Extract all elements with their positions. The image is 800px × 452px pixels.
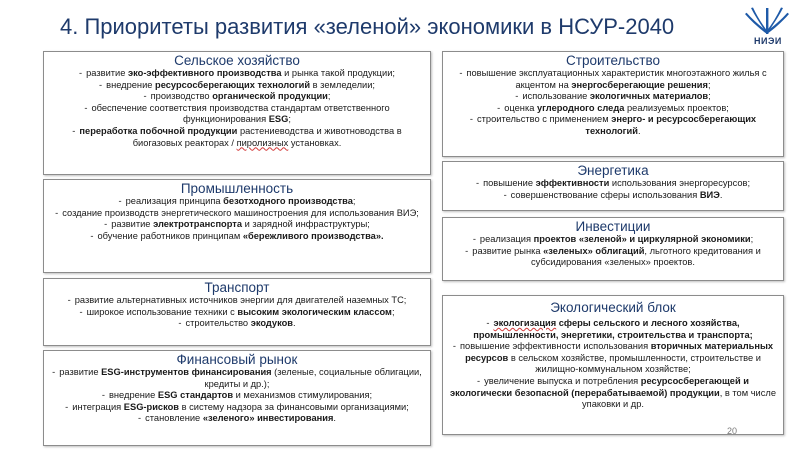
bullet-text-run: внедрение [106, 79, 156, 90]
bullet-item [447, 318, 779, 341]
bullet-item [48, 196, 426, 208]
bullet-text-run: оценка [504, 102, 537, 113]
bullet-text-run: ; [708, 91, 711, 102]
bullet-item [447, 341, 779, 376]
bullet-text-run: углеродного следа [536, 102, 625, 113]
bullet-text-run: «зеленых» облигаций [543, 245, 645, 256]
bullet-text-run: экологичных материалов [589, 91, 709, 102]
bullet-text-run: ; [352, 196, 356, 206]
bullet-text-run: растениеводства и животноводства в биогазовых реакторах / [132, 125, 402, 148]
bullet-dash: - [477, 375, 481, 386]
bullet-item [447, 68, 779, 91]
bullet-item [48, 367, 426, 390]
bullet-text-run: в сельском хозяйстве, промышленности, строительстве и жилищно-коммунальном хозяйстве; [508, 352, 761, 375]
bullet-text-run: внедрение [108, 390, 158, 401]
bullet-list [447, 68, 779, 138]
bullet-dash: - [472, 234, 476, 244]
bullet-text-run: и механизмов стимулирования; [233, 390, 373, 401]
section-construction [442, 51, 784, 157]
bullet-text-run: , в том числе упаковки и др. [582, 387, 776, 410]
bullet-dash: - [465, 245, 469, 256]
bullet-list [48, 196, 426, 242]
bullet-text-run: повышение эффективности использования [460, 341, 651, 352]
bullet-item [48, 307, 426, 319]
bullet-text-run: «бережливого производства». [242, 230, 384, 241]
bullet-dash: - [67, 295, 71, 305]
bullet-text-run: ESG-рисков [123, 401, 180, 412]
bullet-dash: - [101, 390, 105, 401]
bullet-list [447, 234, 779, 269]
bullet-text-run: производство [150, 91, 213, 102]
bullet-text-run: интеграция [72, 401, 124, 412]
bullet-item [447, 178, 779, 190]
bullet-item [48, 219, 426, 231]
bullet-text-run: ESG [268, 114, 289, 125]
section-heading: Энергетика [577, 163, 649, 178]
bullet-text-run: в систему надзора за финансовыми организациями; [179, 401, 409, 412]
bullet-text-run: строительство [185, 318, 251, 329]
bullet-item [48, 103, 426, 126]
bullet-dash: - [459, 68, 463, 78]
bullet-text-run: развитие [86, 68, 128, 78]
section-investment [442, 217, 784, 281]
section-finance [43, 350, 431, 446]
bullet-item [48, 80, 426, 92]
bullet-text-run: . [293, 318, 296, 329]
bullet-text-run: . [333, 413, 336, 424]
bullet-text-run: ресурсосберегающей и экологически безопасной (перерабатываемой) продукции [450, 375, 749, 398]
bullet-item [447, 190, 779, 202]
section-heading: Экологический блок [550, 300, 676, 315]
bullet-text-run: увеличение выпуска и потребления [484, 375, 641, 386]
bullet-dash: - [469, 114, 474, 125]
bullet-text-run: пиролизных [236, 137, 289, 148]
logo-caption: НИЭИ [754, 36, 782, 46]
bullet-dash: - [52, 367, 56, 377]
bullet-text-run: обеспечение соответствия производства стандартам ответственного функционирования [91, 102, 390, 125]
bullet-text-run: безотходного производства [223, 196, 353, 206]
bullet-text-run: (зеленые, социальные облигации, кредиты и др.); [204, 367, 422, 389]
bullet-text-run: реализация [479, 234, 534, 244]
bullet-text-run: ; [327, 91, 331, 102]
bullet-dash: - [503, 189, 507, 200]
bullet-text-run: использование [522, 91, 590, 102]
bullet-text-run: в земледелии; [310, 79, 375, 90]
bullet-item [447, 91, 779, 103]
bullet-text-run: и зарядной инфраструктуры; [242, 219, 370, 230]
bullet-dash: - [143, 91, 147, 102]
section-energy [442, 161, 784, 211]
bullet-text-run: ; [288, 114, 291, 125]
bullet-dash: - [452, 341, 457, 352]
bullet-text-run: экологизация [493, 318, 557, 328]
bullet-list [48, 68, 426, 149]
section-industry [43, 179, 431, 273]
bullet-list [447, 318, 779, 411]
bullet-dash: - [118, 196, 122, 206]
bullet-text-run: становление [145, 413, 203, 424]
bullet-item [48, 91, 426, 103]
bullet-text-run: экодуков [250, 318, 294, 329]
bullet-text-run: ESG стандартов [157, 390, 234, 401]
bullet-text-run: повышение [483, 178, 536, 188]
bullet-text-run: широкое использование техники с [86, 306, 238, 317]
bullet-text-run: высоким экологическим классом [237, 306, 392, 317]
bullet-item [48, 390, 426, 402]
bullet-item [48, 68, 426, 80]
bullet-dash: - [515, 91, 519, 102]
bullet-item [447, 246, 779, 269]
section-heading: Строительство [566, 53, 660, 68]
bullet-text-run: ESG-инструментов финансирования [101, 367, 272, 377]
section-agriculture [43, 51, 431, 175]
bullet-text-run: ресурсосберегающих технологий [155, 79, 311, 90]
bullet-text-run: энергосберегающие решения [571, 79, 708, 90]
bullet-text-run: повышение эксплуатационных характеристик многоэтажного жилья с акцентом на [466, 68, 767, 90]
section-heading: Транспорт [204, 280, 270, 295]
bullet-text-run: развитие альтернативных источников энергии для двигателей наземных ТС; [74, 295, 407, 305]
bullet-dash: - [497, 102, 501, 113]
bullet-text-run: развитие рынка [472, 245, 544, 256]
bullet-item [48, 208, 426, 220]
bullet-dash: - [486, 318, 490, 328]
bullet-text-run: совершенствование сферы использования [510, 189, 700, 200]
bullet-item [447, 234, 779, 246]
bullet-text-run: строительство с применением [477, 114, 612, 125]
bullet-text-run: проектов «зеленой» и циркулярной экономики [533, 234, 751, 244]
bullet-text-run: эффективности [535, 178, 610, 188]
section-heading: Сельское хозяйство [174, 53, 300, 68]
section-transport [43, 278, 431, 346]
bullet-text-run: развитие [59, 367, 102, 377]
bullet-text-run: ; [707, 79, 711, 90]
section-heading: Инвестиции [575, 219, 651, 234]
section-heading: Финансовый рынок [176, 352, 298, 367]
bullet-text-run: ВИЭ [699, 189, 720, 200]
bullet-text-run: энерго- и ресурсосберегающих технологий [585, 114, 757, 136]
bullet-dash: - [79, 306, 83, 317]
bullet-dash: - [90, 230, 94, 241]
bullet-item [447, 103, 779, 115]
bullet-text-run: ; [391, 306, 395, 317]
bullet-dash: - [72, 125, 76, 136]
bullet-item [48, 402, 426, 414]
bullet-text-run: «зеленого» инвестирования [202, 413, 334, 424]
section-heading: Промышленность [180, 181, 294, 196]
bullet-item [48, 318, 426, 330]
bullet-text-run: органической продукции [212, 91, 328, 102]
bullet-dash: - [55, 207, 59, 218]
bullet-list [48, 295, 426, 330]
bullet-text-run: установках. [288, 137, 342, 148]
bullet-text-run: . [719, 189, 723, 200]
bullet-dash: - [178, 318, 182, 329]
bullet-item [48, 231, 426, 243]
bullet-text-run: ; [750, 234, 754, 244]
bullet-text-run: , льготного кредитования и субсидирования «зеленых» проектов. [531, 245, 761, 268]
bullet-dash: - [79, 68, 83, 78]
bullet-text-run: использования энергоресурсов; [609, 178, 751, 188]
bullet-text-run: и рынка такой продукции; [281, 68, 395, 78]
bullet-text-run: реализуемых проектов; [624, 102, 729, 113]
bullet-dash: - [104, 219, 108, 230]
bullet-text-run: реализация принципа [125, 196, 224, 206]
bullet-item [447, 376, 779, 411]
section-ecology [442, 295, 784, 435]
bullet-dash: - [138, 413, 142, 424]
bullet-dash: - [99, 79, 103, 90]
bullet-dash: - [65, 401, 69, 412]
bullet-text-run: развитие [111, 219, 154, 230]
bullet-text-run: электротранспорта [153, 219, 243, 230]
bullet-list [447, 178, 779, 201]
bullet-item [48, 295, 426, 307]
bullet-text-run: вторичных материальных ресурсов [465, 341, 774, 363]
bullet-text-run: переработка побочной продукции [79, 125, 238, 136]
page-number: 20 [727, 426, 738, 436]
bullet-text-run: эко-эффективного производства [127, 68, 282, 78]
slide-title: 4. Приоритеты развития «зеленой» экономики в НСУР-2040 [60, 14, 675, 39]
bullet-text-run: обучение работников принципам [97, 230, 243, 241]
bullet-item [447, 114, 779, 137]
bullet-text-run: создание производств энергетического машиностроения для использования ВИЭ; [62, 207, 419, 218]
bullet-item [48, 126, 426, 149]
bullet-list [48, 367, 426, 425]
bullet-text-run: сферы сельского и лесного хозяйства, промышленности, энергетики, строительства и транспорта; [473, 318, 753, 340]
bullet-dash: - [475, 178, 480, 188]
bullet-item [48, 413, 426, 425]
bullet-text-run: . [638, 125, 641, 136]
bullet-dash: - [84, 102, 88, 113]
